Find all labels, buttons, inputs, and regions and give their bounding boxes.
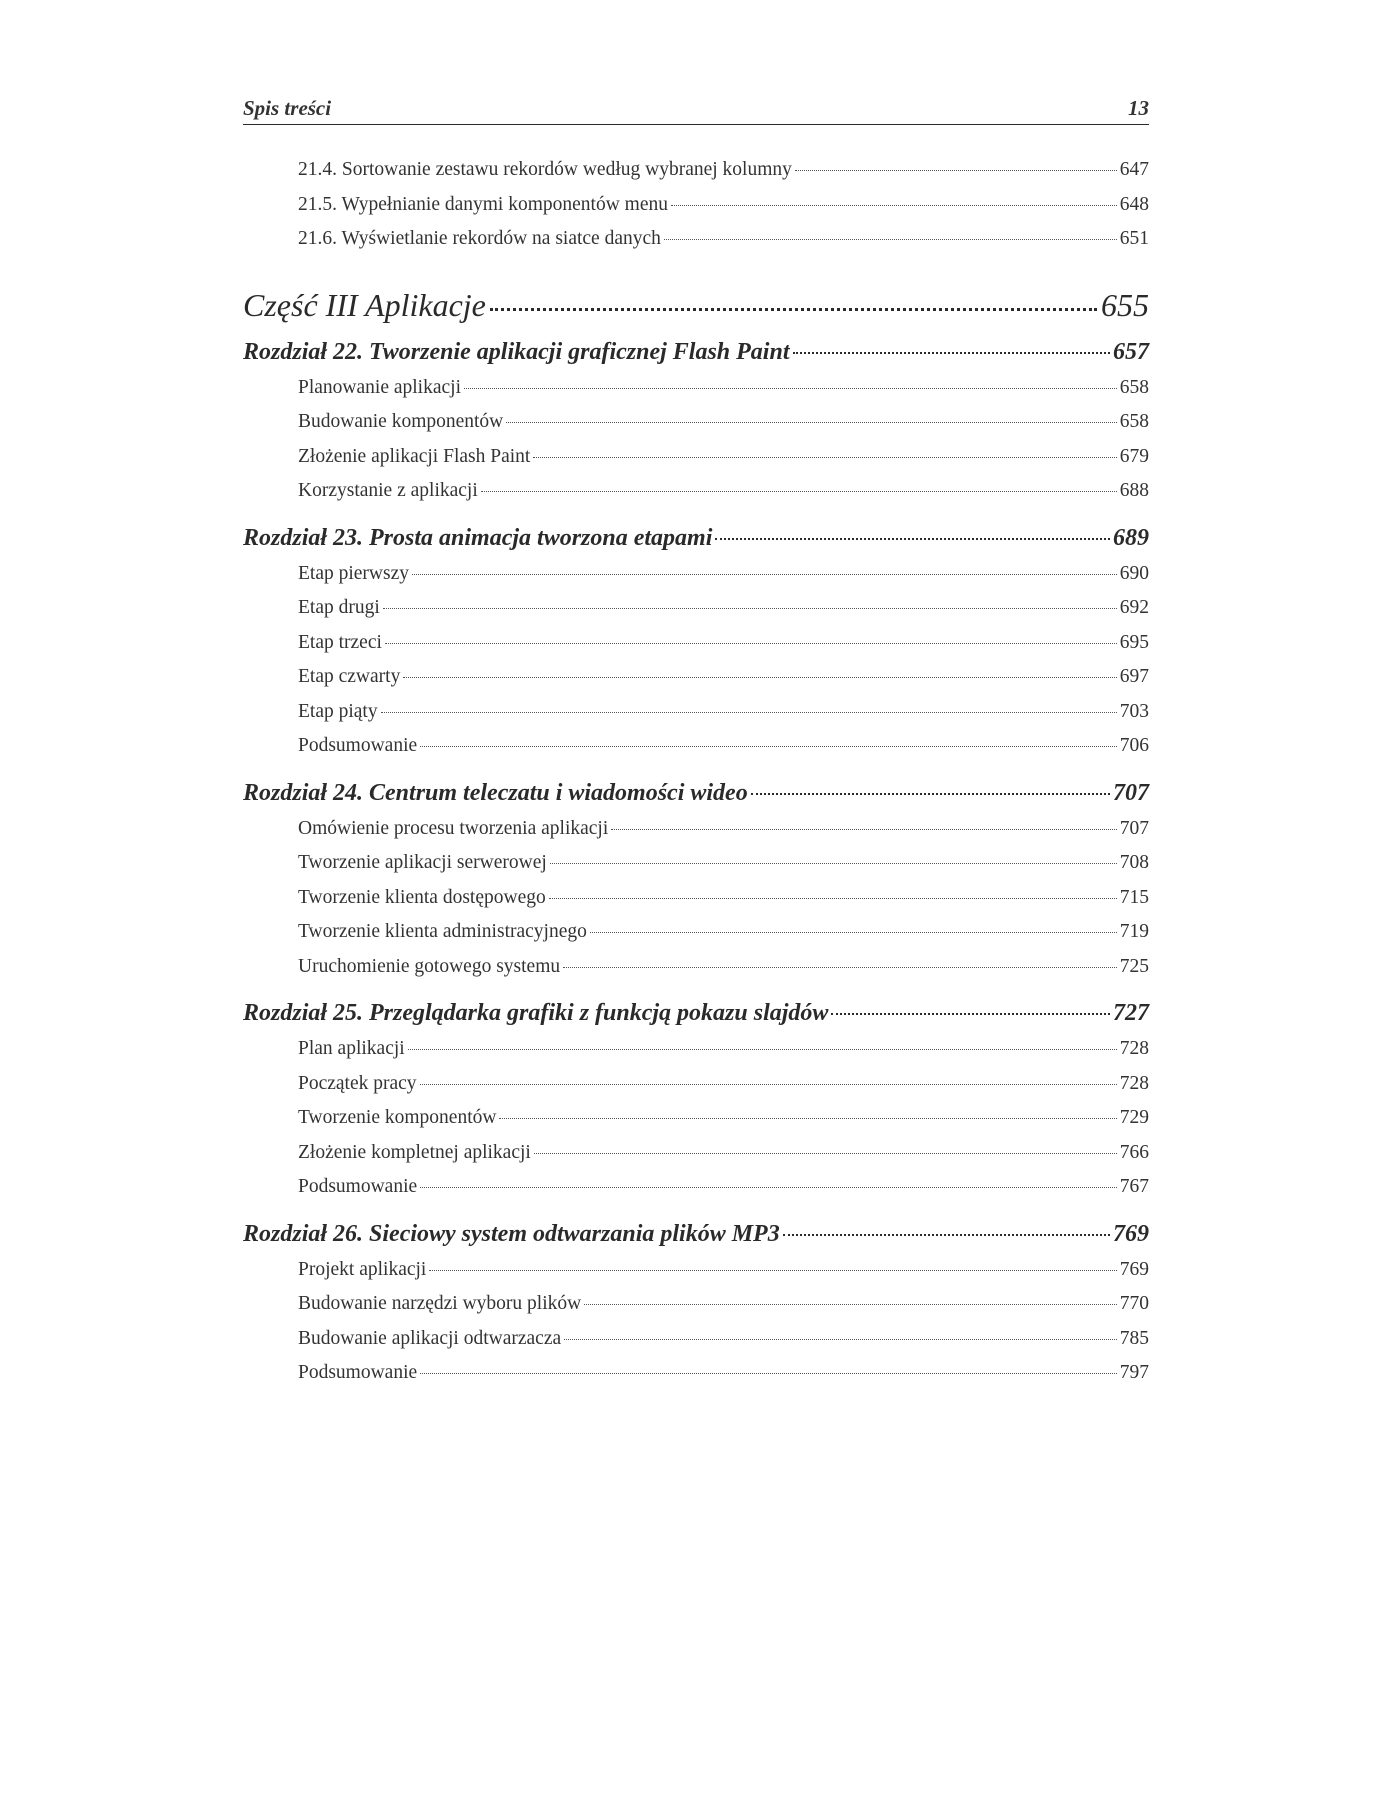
dot-leader	[584, 1304, 1117, 1305]
dot-leader	[795, 170, 1117, 171]
toc-entry-page: 719	[1119, 921, 1149, 942]
toc-entry-label: Etap pierwszy	[298, 562, 410, 584]
toc-entry[interactable]	[243, 1322, 1149, 1357]
dot-leader	[481, 491, 1117, 492]
toc-entry[interactable]	[243, 1067, 1149, 1102]
toc-entry[interactable]	[243, 915, 1149, 950]
toc-entry-label: Projekt aplikacji	[298, 1258, 427, 1280]
toc-entry-label: Planowanie aplikacji	[298, 376, 461, 398]
toc-entry-label: Złożenie aplikacji Flash Paint	[298, 445, 531, 467]
chapter-block	[243, 333, 1149, 509]
chapter-page: 707	[1113, 779, 1149, 806]
toc-entry-page: 697	[1119, 666, 1149, 687]
chapter-heading[interactable]	[243, 1215, 1149, 1253]
dot-leader	[751, 793, 1110, 795]
toc-entry-page: 766	[1119, 1141, 1149, 1163]
top-entries	[243, 153, 1149, 257]
part-heading[interactable]	[243, 285, 1149, 325]
dot-leader	[664, 239, 1117, 240]
toc-entry-label: Budowanie narzędzi wyboru plików	[298, 1293, 582, 1314]
toc-entry[interactable]	[243, 1287, 1149, 1322]
toc-entry-label: 21.6. Wyświetlanie rekordów na siatce danych	[298, 228, 661, 249]
toc-entry-label: 21.4. Sortowanie zestawu rekordów według wybranej kolumny	[298, 159, 792, 180]
toc-entry-page: 679	[1119, 445, 1149, 467]
dot-leader	[499, 1118, 1116, 1119]
part-page: 655	[1101, 286, 1149, 323]
toc-entry-page: 695	[1119, 631, 1149, 653]
toc-entry[interactable]	[243, 1032, 1149, 1067]
dot-leader	[590, 932, 1117, 933]
dot-leader	[412, 574, 1117, 575]
chapter-heading[interactable]	[243, 333, 1149, 371]
toc-entry[interactable]	[243, 1356, 1149, 1391]
toc-entry-label: Korzystanie z aplikacji	[298, 480, 478, 501]
toc-entry-label: Uruchomienie gotowego systemu	[298, 955, 561, 977]
toc-entry[interactable]	[243, 440, 1149, 475]
toc-entry-page: 715	[1119, 886, 1149, 908]
toc-entry-label: 21.5. Wypełnianie danymi komponentów menu	[298, 193, 668, 215]
chapter-heading[interactable]	[243, 519, 1149, 557]
dot-leader	[506, 422, 1116, 423]
toc-entry-label: Etap czwarty	[298, 666, 401, 687]
dot-leader	[793, 352, 1111, 354]
toc-entry-page: 785	[1119, 1327, 1149, 1349]
toc-entry[interactable]	[243, 591, 1149, 626]
toc-entry-page: 767	[1119, 1176, 1149, 1197]
chapter-block	[243, 1215, 1149, 1391]
toc-entry[interactable]	[243, 371, 1149, 406]
toc-entry-page: 690	[1119, 562, 1149, 584]
toc-entry[interactable]	[243, 1253, 1149, 1288]
toc-entry[interactable]	[243, 660, 1149, 695]
dot-leader	[563, 967, 1117, 968]
dot-leader	[783, 1234, 1110, 1236]
toc-entry-label: Złożenie kompletnej aplikacji	[298, 1141, 531, 1163]
toc-entry-label: Plan aplikacji	[298, 1038, 405, 1059]
running-head-page-number: 13	[1128, 96, 1149, 120]
toc-entry[interactable]	[243, 188, 1149, 223]
chapter-page: 657	[1113, 338, 1149, 365]
dot-leader	[381, 712, 1117, 713]
dot-leader	[564, 1339, 1117, 1340]
dot-leader	[429, 1270, 1116, 1271]
dot-leader	[420, 746, 1117, 747]
chapter-page: 727	[1113, 1000, 1149, 1026]
dot-leader	[490, 308, 1097, 311]
toc-entry-label: Tworzenie klienta administracyjnego	[298, 921, 587, 942]
toc-entry-page: 647	[1119, 159, 1149, 180]
toc-entry-label: Etap trzeci	[298, 631, 382, 653]
toc-entry-page: 725	[1119, 955, 1149, 977]
dot-leader	[403, 677, 1116, 678]
toc-entry-page: 728	[1119, 1072, 1149, 1094]
toc-entry-page: 651	[1119, 228, 1149, 249]
chapter-page: 689	[1113, 524, 1149, 551]
dot-leader	[420, 1187, 1117, 1188]
toc-entry[interactable]	[243, 695, 1149, 730]
toc-entry-label: Tworzenie aplikacji serwerowej	[298, 852, 547, 873]
running-head	[243, 96, 1149, 125]
toc-entry-page: 769	[1119, 1258, 1149, 1280]
toc-entry-label: Podsumowanie	[298, 1176, 418, 1197]
toc-entry[interactable]	[243, 729, 1149, 764]
toc-entry-page: 770	[1119, 1293, 1149, 1314]
toc-entry-label: Tworzenie komponentów	[298, 1107, 497, 1128]
chapter-title: Rozdział 22. Tworzenie aplikacji graficznej Flash Paint	[243, 338, 790, 365]
dot-leader	[408, 1049, 1117, 1050]
part-title: Część III Aplikacje	[243, 286, 486, 323]
toc-entry-label: Podsumowanie	[298, 735, 418, 756]
toc-entry-page: 728	[1119, 1038, 1149, 1059]
toc-entry[interactable]	[243, 846, 1149, 881]
running-head-title: Spis treści	[243, 96, 332, 120]
toc-entry[interactable]	[243, 1136, 1149, 1171]
dot-leader	[383, 608, 1117, 609]
toc-entry[interactable]	[243, 1170, 1149, 1205]
dot-leader	[533, 457, 1116, 458]
toc-entry-page: 692	[1119, 597, 1149, 618]
toc-entry[interactable]	[243, 222, 1149, 257]
toc-entry-page: 648	[1119, 193, 1149, 215]
dot-leader	[550, 863, 1117, 864]
toc-entry-page: 797	[1119, 1362, 1149, 1383]
chapter-title: Rozdział 26. Sieciowy system odtwarzania plików MP3	[243, 1220, 780, 1247]
toc-entry-page: 706	[1119, 735, 1149, 756]
toc-entry[interactable]	[243, 1101, 1149, 1136]
toc-entry[interactable]	[243, 950, 1149, 985]
chapter-block	[243, 519, 1149, 764]
toc-entry-label: Budowanie komponentów	[298, 411, 504, 432]
toc-entry-label: Etap drugi	[298, 597, 380, 618]
toc-entry-page: 658	[1119, 376, 1149, 398]
dot-leader	[385, 643, 1117, 644]
toc-entry[interactable]	[243, 557, 1149, 592]
toc-entry-page: 688	[1119, 480, 1149, 501]
dot-leader	[715, 538, 1110, 540]
toc-entry[interactable]	[243, 626, 1149, 661]
toc-entry-page: 729	[1119, 1107, 1149, 1128]
toc-entry-label: Podsumowanie	[298, 1362, 418, 1383]
toc-entry-page: 658	[1119, 411, 1149, 432]
dot-leader	[611, 829, 1116, 830]
toc-content	[243, 96, 1149, 1399]
toc-entry[interactable]	[243, 474, 1149, 509]
toc-entry-page: 707	[1119, 817, 1149, 839]
toc-entry[interactable]	[243, 153, 1149, 188]
dot-leader	[671, 205, 1117, 206]
toc-entry-page: 703	[1119, 700, 1149, 722]
chapter-heading[interactable]	[243, 994, 1149, 1032]
dot-leader	[534, 1153, 1117, 1154]
toc-entry-page: 708	[1119, 852, 1149, 873]
chapter-block	[243, 994, 1149, 1205]
toc-entry[interactable]	[243, 405, 1149, 440]
toc-entry[interactable]	[243, 881, 1149, 916]
dot-leader	[831, 1013, 1110, 1015]
dot-leader	[464, 388, 1117, 389]
toc-entry-label: Budowanie aplikacji odtwarzacza	[298, 1327, 562, 1349]
toc-entry[interactable]	[243, 812, 1149, 847]
dot-leader	[420, 1084, 1117, 1085]
toc-entry-label: Omówienie procesu tworzenia aplikacji	[298, 817, 609, 839]
chapter-title: Rozdział 24. Centrum teleczatu i wiadomości wideo	[243, 779, 748, 806]
chapter-title: Rozdział 25. Przeglądarka grafiki z funkcją pokazu slajdów	[243, 1000, 829, 1026]
chapter-heading[interactable]	[243, 774, 1149, 812]
dot-leader	[549, 898, 1117, 899]
toc-entry-label: Tworzenie klienta dostępowego	[298, 886, 546, 908]
toc-entry-label: Etap piąty	[298, 700, 378, 722]
chapter-block	[243, 774, 1149, 985]
chapter-title: Rozdział 23. Prosta animacja tworzona etapami	[243, 524, 713, 551]
dot-leader	[420, 1373, 1117, 1374]
chapter-page: 769	[1113, 1220, 1149, 1247]
toc-entry-label: Początek pracy	[298, 1072, 417, 1094]
